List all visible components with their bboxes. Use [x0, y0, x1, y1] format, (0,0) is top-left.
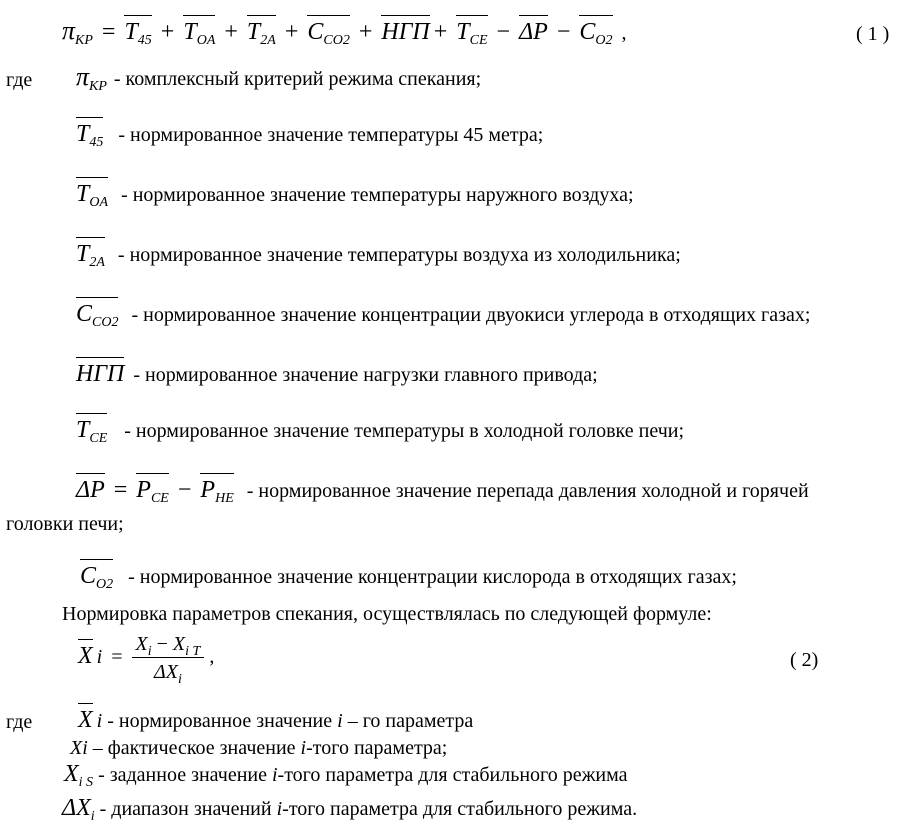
- where-label-2: где: [6, 711, 33, 733]
- def-co2: $C_{O2}$ - нормированное значение концентрации кислорода в отходящих газах;: [80, 563, 737, 592]
- term-co2: $C_{O2}$: [579, 19, 613, 48]
- term-cco2: $C_{CO2}$: [307, 19, 350, 48]
- where-label-1: где: [6, 69, 33, 91]
- def-toa: $T_{OA}$ - нормированное значение температуры наружного воздуха;: [76, 181, 634, 210]
- fraction: $\frac{X_i - X_{i T}}{\Delta X_i}$: [132, 634, 205, 682]
- def-t2a: $T_{2A}$ - нормированное значение температуры воздуха из холодильника;: [76, 241, 681, 270]
- def-dp: $\Delta P = P_{CE} - P_{HE}$ - нормированное значение перепада давления холодной и горячей: [76, 477, 809, 506]
- term-t45: $T_{45}$: [124, 19, 152, 48]
- equation-number-1: ( 1 ): [856, 23, 890, 45]
- term-tce: $T_{CE}$: [456, 19, 488, 48]
- def2-xi-norm: X i - нормированное значение i – го параметра: [78, 707, 474, 733]
- def2-xi-actual: Xi – фактическое значение i-того параметра;: [70, 737, 448, 759]
- def2-xis: $X_{i S}$ - заданное значение i-того параметра для стабильного режима: [64, 761, 628, 790]
- def-cco2: $C_{CO2}$ - нормированное значение концентрации двуокиси углерода в отходящих газах;: [76, 301, 811, 330]
- term-toa: $T_{OA}$: [183, 19, 216, 48]
- formula-1: $\pi_{КР} = T_{45} + T_{OA} + T_{2A} + C_{CO2}$ + НГП + $T_{CE} - \Delta P - C_{O2}$ ,: [62, 16, 627, 48]
- def-pi: $\pi_{КР}$ - комплексный критерий режима спекания;: [76, 62, 482, 94]
- term-ngp: НГП: [381, 19, 430, 45]
- equation-number-2: ( 2): [790, 649, 819, 671]
- term-t2a: $T_{2A}$: [246, 19, 276, 48]
- def-t45: $T_{45}$ - нормированное значение температуры 45 метра;: [76, 121, 544, 150]
- term-dp: ΔP: [519, 19, 548, 45]
- pi-symbol: π: [62, 16, 76, 45]
- def-dp-continuation: головки печи;: [6, 513, 124, 535]
- def-ngp: НГП - нормированное значение нагрузки главного привода;: [76, 361, 598, 387]
- def-tce: $T_{CE}$ - нормированное значение температуры в холодной головке печи;: [76, 417, 685, 446]
- def2-delta-xi: $\Delta X_i$ - диапазон значений i-того параметра для стабильного режима.: [62, 795, 638, 824]
- formula-2: X i = $\frac{X_i - X_{i T}}{\Delta X_i}$ ,: [78, 633, 215, 687]
- normalization-intro: Нормировка параметров спекания, осуществлялась по следующей формуле:: [62, 603, 712, 625]
